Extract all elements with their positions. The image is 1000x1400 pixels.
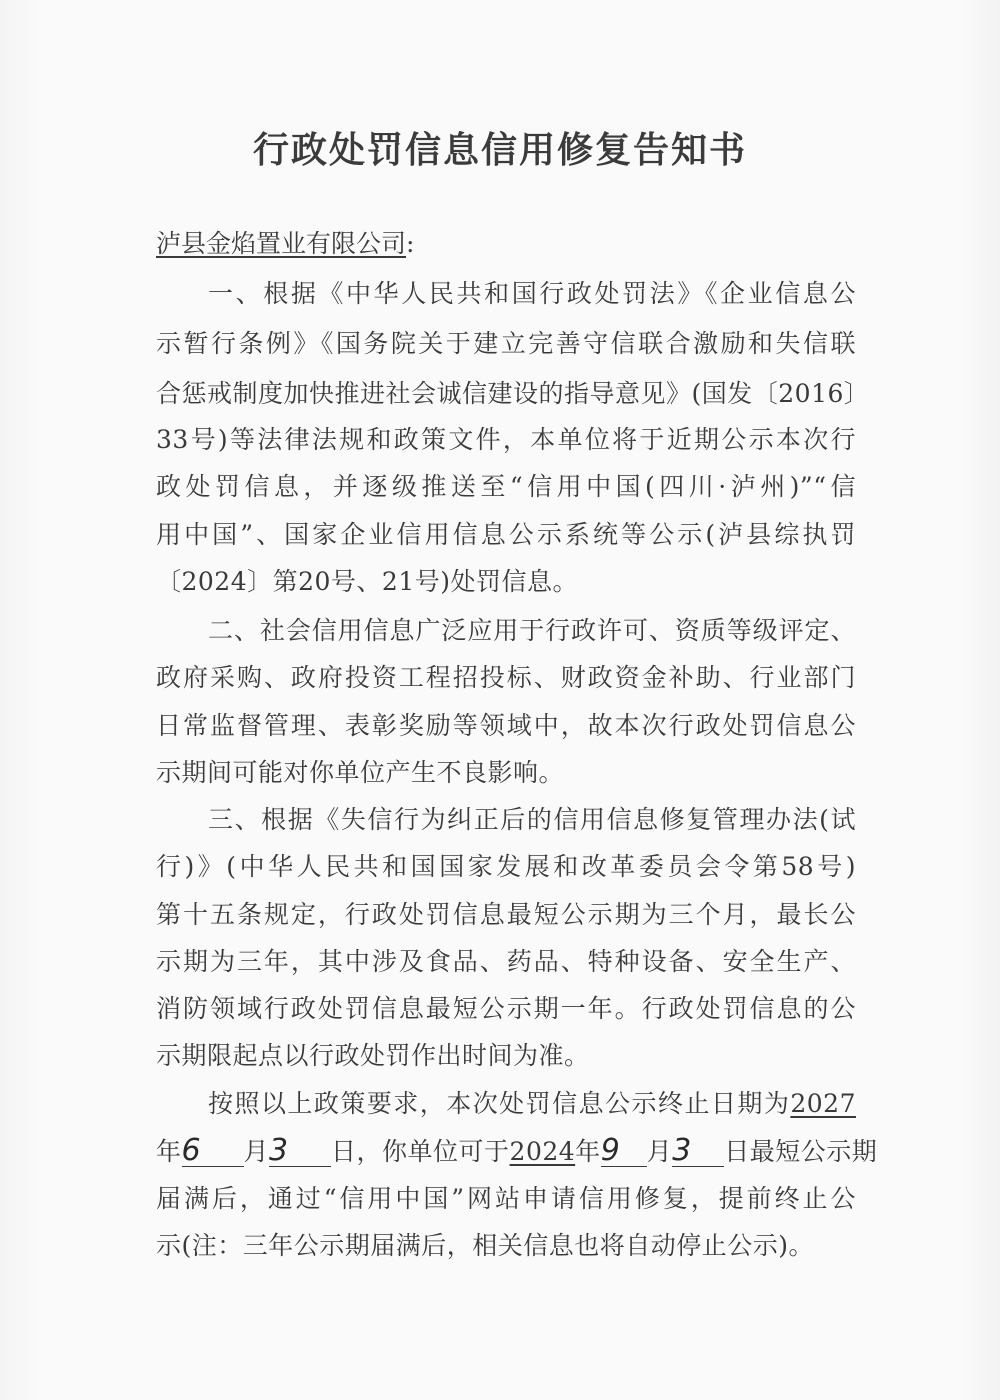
start-day-handwritten: 3: [672, 1136, 724, 1167]
ri-tail: 日最短公示期: [724, 1137, 878, 1166]
paragraph-3-line-6: 示期限起点以行政处罚作出时间为准。: [156, 1041, 590, 1070]
paragraph-1-line-2: 示暂行条例》《国务院关于建立完善守信联合激励和失信联: [156, 329, 856, 358]
paragraph-3-line-5: 消防领域行政处罚信息最短公示期一年。行政处罚信息的公: [156, 994, 856, 1023]
paragraph-4-line-3: 届满后，通过“信用中国”网站申请信用修复，提前终止公: [156, 1184, 856, 1213]
paragraph-3-line-3: 第十五条规定，行政处罚信息最短公示期为三个月，最长公: [156, 900, 856, 929]
end-month-handwritten: 6: [182, 1136, 244, 1167]
paragraph-1-line-3: 合惩戒制度加快推进社会诚信建设的指导意见》(国发〔2016〕: [156, 379, 870, 408]
nian-label-2: 年: [575, 1137, 601, 1166]
addressee-colon: :: [406, 229, 415, 258]
paragraph-4-line-1: [208, 1086, 856, 1122]
paragraph-1-line-6: 用中国”、国家企业信用信息公示系统等公示(泸县综执罚: [156, 520, 856, 549]
start-year: 2024: [509, 1137, 576, 1166]
paragraph-1-line-5: 政处罚信息，并逐级推送至“信用中国(四川·泸州)”“信: [156, 472, 856, 501]
start-month-handwritten: 9: [601, 1136, 647, 1167]
addressee-line: [156, 226, 414, 262]
nian-label: 年: [156, 1137, 182, 1166]
paragraph-2-line-1: 二、社会信用信息广泛应用于行政许可、资质等级评定、: [208, 616, 856, 645]
paragraph-2-line-2: 政府采购、政府投资工程招投标、财政资金补助、行业部门: [156, 663, 856, 692]
ri-text: 日，你单位可于: [331, 1137, 510, 1166]
end-day-handwritten: 3: [269, 1136, 331, 1167]
paragraph-1-line-4: 33号)等法律法规和政策文件，本单位将于近期公示本次行: [156, 425, 856, 454]
paragraph-3-line-4: 示期为三年，其中涉及食品、药品、特种设备、安全生产、: [156, 947, 856, 976]
paragraph-3-line-2: 行)》(中华人民共和国国家发展和改革委员会令第58号): [156, 852, 856, 881]
paragraph-4-text: 按照以上政策要求，本次处罚信息公示终止日期为: [208, 1089, 791, 1118]
yue-label: 月: [243, 1137, 270, 1166]
yue-label-2: 月: [646, 1137, 673, 1166]
paragraph-3-line-1: 三、根据《失信行为纠正后的信用信息修复管理办法(试: [208, 805, 856, 834]
paragraph-4-line-2: [156, 1133, 878, 1170]
end-year: 2027: [790, 1089, 856, 1118]
paragraph-1-line-1: 一、根据《中华人民共和国行政处罚法》《企业信息公: [208, 279, 856, 308]
paragraph-4-line-4: 示(注：三年公示期届满后，相关信息也将自动停止公示)。: [156, 1231, 815, 1260]
document-title: 行政处罚信息信用修复告知书: [252, 129, 747, 171]
addressee-name: 泸县金焰置业有限公司: [156, 229, 407, 258]
paragraph-1-line-7: 〔2024〕第20号、21号)处罚信息。: [156, 567, 579, 596]
paragraph-2-line-3: 日常监督管理、表彰奖励等领域中，故本次行政处罚信息公: [156, 711, 856, 740]
paragraph-2-line-4: 示期间可能对你单位产生不良影响。: [156, 758, 565, 787]
